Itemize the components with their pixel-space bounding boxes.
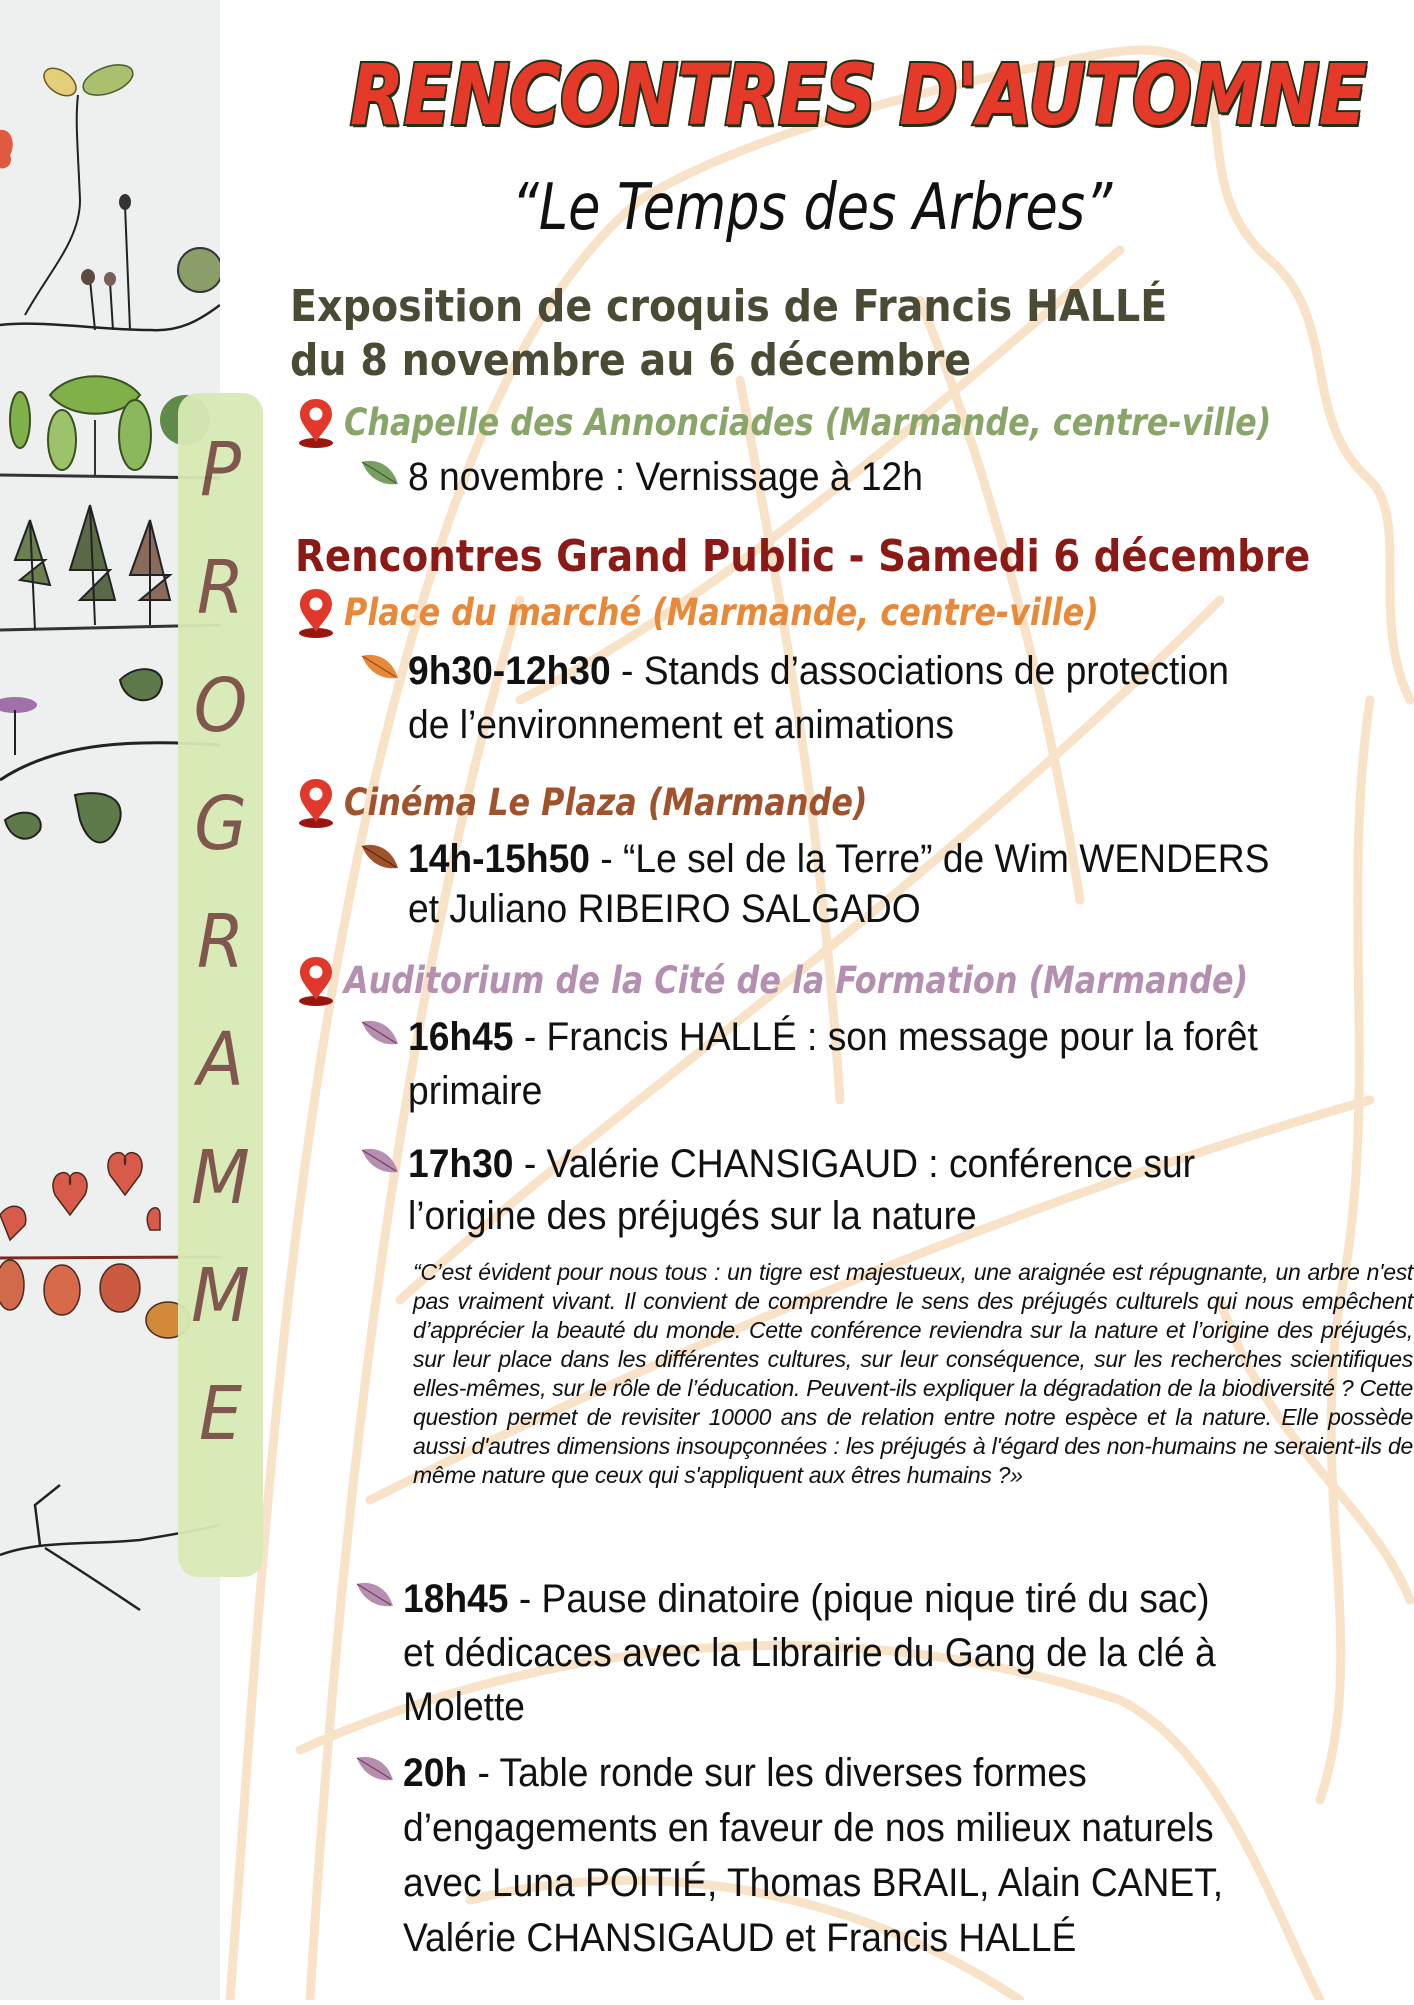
- leaf-bullet-icon: [355, 1752, 395, 1786]
- item-line: [403, 1572, 1216, 1626]
- exposition-heading: [290, 280, 1167, 388]
- programme-letter: G: [194, 781, 247, 867]
- programme-letter: M: [191, 1253, 250, 1339]
- item-text: [408, 1138, 1195, 1242]
- venue-name: Auditorium de la Cité de la Formation (Marmande): [344, 959, 1249, 1002]
- programme-letter: M: [191, 1135, 250, 1221]
- leaf-bullet-icon: [360, 1016, 400, 1050]
- programme-letter: R: [196, 899, 245, 985]
- venue-name: Chapelle des Annonciades (Marmande, centre-ville): [344, 401, 1272, 444]
- grand-public-heading: Rencontres Grand Public - Samedi 6 décembre: [295, 531, 1311, 582]
- venue: [296, 586, 1222, 640]
- page-subtitle: “Le Temps des Arbres”: [511, 171, 1113, 245]
- item-text: [408, 1010, 1258, 1118]
- item-description: - “Le sel de la Terre” de Wim WENDERS: [589, 837, 1270, 881]
- conference-quote-text: “C’est évident pour nous tous : un tigre est majestueux, une araignée est répugnante, un arbre n'est pas vraiment vivant. Il convient de comprendre le sens des préjugés culturels qui nous empêchent d’apprécier la beauté du monde. Cette conférence reviendra sur la nature et l’origine des préjugés, sur leur place dans les différentes cultures, sur leur conséquence, sur les recherches scientifiques elles-mêmes, sur le rôle de l’éducation. Peuvent-ils expliquer la dégradation de la biodiversité ? Cette question permet de revisiter 10000 ans de relation entre notre espèce et la nature. Elle possède aussi d'autres dimensions insoupçonnées : les préjugés à l'égard des non-humains ne seraient-ils de même nature que ceux qui s'appliquent aux êtres humains ?»: [413, 1259, 1413, 1488]
- item-line: [408, 834, 1269, 884]
- item-text: 8 novembre : Vernissage à 12h: [408, 455, 923, 499]
- leaf-bullet-icon: [355, 1578, 395, 1612]
- item-line: l’origine des préjugés sur la nature: [408, 1194, 977, 1238]
- item-description: - Table ronde sur les diverses formes: [467, 1751, 1087, 1795]
- conference-quote: [413, 1258, 1413, 1490]
- item-line: [408, 1138, 1195, 1190]
- programme-letter: O: [193, 663, 248, 749]
- item-time: 17h30: [408, 1142, 514, 1186]
- venue-name: Cinéma Le Plaza (Marmande): [344, 781, 868, 824]
- location-pin-icon: [296, 396, 336, 450]
- item-line: Molette: [403, 1685, 525, 1729]
- item-time: 18h45: [403, 1577, 509, 1621]
- item-line: [408, 644, 1229, 698]
- item-time: 16h45: [408, 1015, 514, 1059]
- item-time: 14h-15h50: [408, 837, 590, 881]
- item-text: [408, 834, 1269, 934]
- page-title: RENCONTRES D'AUTOMNE: [350, 46, 1367, 144]
- leaf-bullet-icon: [360, 650, 400, 684]
- item-line: avec Luna POITIÉ, Thomas BRAIL, Alain CANET,: [403, 1861, 1224, 1905]
- item-line: et Juliano RIBEIRO SALGADO: [408, 887, 921, 931]
- programme-letter: R: [196, 545, 245, 631]
- item-line: [403, 1746, 1223, 1801]
- location-pin-icon: [296, 776, 336, 830]
- item-description: - Francis HALLÉ : son message pour la forêt: [513, 1015, 1258, 1059]
- programme-letter: P: [199, 427, 242, 513]
- item-text: [403, 1746, 1223, 1966]
- venue: [296, 776, 953, 830]
- item-description: - Valérie CHANSIGAUD : conférence sur: [513, 1142, 1196, 1186]
- item-line: primaire: [408, 1069, 543, 1113]
- item-line: et dédicaces avec la Librairie du Gang de la clé à: [403, 1631, 1216, 1675]
- item-description: - Pause dinatoire (pique nique tiré du sac): [508, 1577, 1210, 1621]
- location-pin-icon: [296, 954, 336, 1008]
- leaf-bullet-icon: [360, 1144, 400, 1178]
- item-time: 9h30-12h30: [408, 649, 611, 693]
- venue-name: Place du marché (Marmande, centre-ville): [344, 591, 1099, 634]
- leaf-bullet-icon: [360, 840, 400, 874]
- venue: [296, 954, 1395, 1008]
- item-line: Valérie CHANSIGAUD et Francis HALLÉ: [403, 1916, 1077, 1960]
- item-line: de l’environnement et animations: [408, 703, 954, 747]
- item-text: [408, 644, 1229, 752]
- item-text: [403, 1572, 1216, 1734]
- exposition-heading-line1: Exposition de croquis de Francis HALLÉ: [290, 281, 1168, 332]
- programme-letter: A: [197, 1017, 244, 1103]
- item-line: [408, 1010, 1258, 1064]
- programme-vertical-band: [178, 393, 263, 1577]
- exposition-heading-line2: du 8 novembre au 6 décembre: [290, 335, 972, 386]
- item-description: - Stands d’associations de protection: [610, 649, 1229, 693]
- programme-letter: E: [198, 1371, 243, 1457]
- item-time: 20h: [403, 1751, 468, 1795]
- location-pin-icon: [296, 586, 336, 640]
- venue-chapelle: [296, 396, 1414, 450]
- green-leaf-icon: [360, 456, 400, 490]
- item-line: d’engagements en faveur de nos milieux naturels: [403, 1806, 1214, 1850]
